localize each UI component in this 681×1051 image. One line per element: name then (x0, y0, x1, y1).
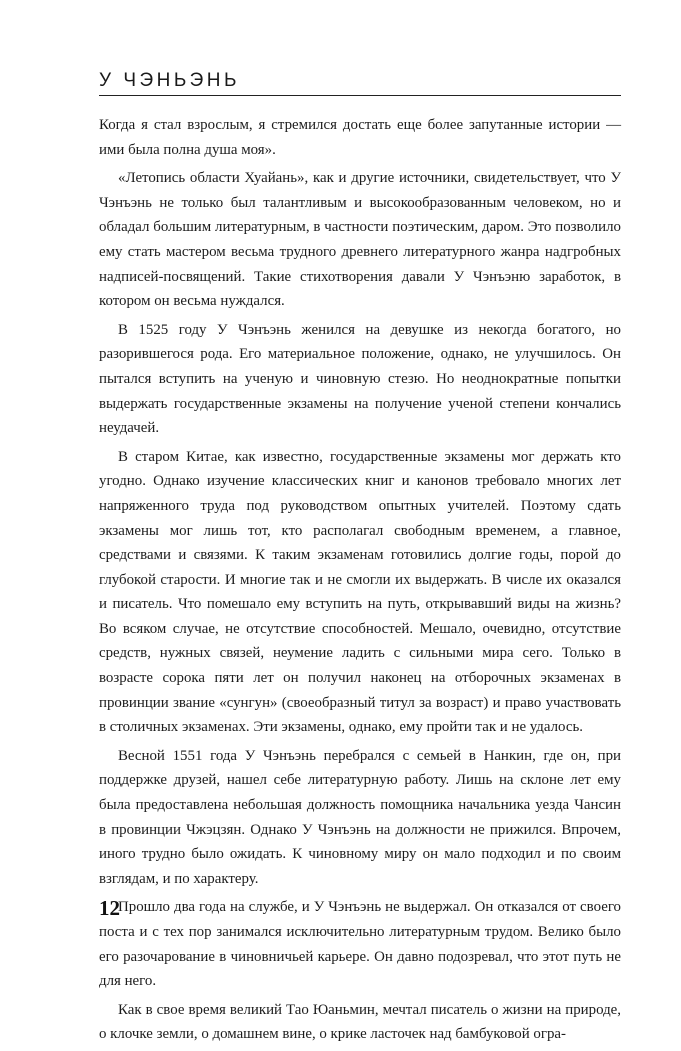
paragraph-4: В старом Китае, как известно, государственные экзамены мог держать кто угодно. Однако изучение классических книг и канонов требовало многих лет напряженного труда под руководством опытных учителей. Поэтому сдать экзамены мог лишь тот, кто располагал свободным временем, а главное, средствами и связями. К таким экзаменам готовились долгие годы, порой до глубокой старости. И многие так и не смогли их выдержать. В числе их оказался и писатель. Что помешало ему вступить на путь, открывавший виды на жизнь? Во всяком случае, не отсутствие способностей. Мешало, очевидно, отсутствие средств, нужных связей, неумение ладить с сильными мира сего. Только в возрасте сорока пяти лет он получил наконец на отборочных экзаменах в провинции звание «сунгун» (своеобразный титул за возраст) и право участвовать в столичных экзаменах. Эти экзамены, однако, ему пройти так и не удалось. (99, 448, 621, 736)
paragraph-5: Весной 1551 года У Чэнъэнь перебрался с семьей в Нанкин, где он, при поддержке друзей, нашел себе литературную работу. Лишь на склоне лет ему была предоставлена небольшая должность помощника начальника уезда Чансин в провинции Чжэцзян. Однако У Чэнъэнь на должности не прижился. Впрочем, иного трудно было ожидать. К чиновному миру он мало подходил и по своим взглядам, и по характеру. (99, 747, 621, 887)
paragraph-7: Как в свое время великий Тао Юаньмин, мечтал писатель о жизни на природе, о клочке земли, о домашнем вине, о крике ласточек над бамбуковой огра- (99, 1001, 621, 1043)
header-rule (99, 95, 621, 96)
paragraph-3: В 1525 году У Чэнъэнь женился на девушке из некогда богатого, но разорившегося рода. Его материальное положение, однако, не улучшилось. Он пытался вступить на ученую и чиновную стезю. Но неоднократные попытки выдержать государственные экзамены на получение ученой степени кончались неудачей. (99, 321, 621, 437)
body-text (99, 113, 621, 1051)
paragraph-2: «Летопись области Хуайань», как и другие источники, свидетельствует, что У Чэнъэнь не только был талантливым и высокообразованным человеком, но и обладал большим литературным, в частности поэтическим, даром. Это позволило ему стать мастером весьма трудного древнего литературного жанра надгробных надписей-посвящений. Такие стихотворения давали У Чэнъэню заработок, в котором он весьма нуждался. (99, 170, 621, 310)
page-number: 12 (99, 896, 120, 920)
paragraph-1: Когда я стал взрослым, я стремился достать еще более запутанные истории — ими была полна душа моя». (99, 117, 621, 158)
running-title: У ЧЭНЬЭНЬ (99, 70, 240, 91)
paragraph-6: Прошло два года на службе, и У Чэнъэнь не выдержал. Он отказался от своего поста и с тех пор занимался исключительно литературным трудом. Велико было его разочарование в чиновничьей карьере. Он давно подозревал, что этот путь не для него. (99, 899, 621, 990)
